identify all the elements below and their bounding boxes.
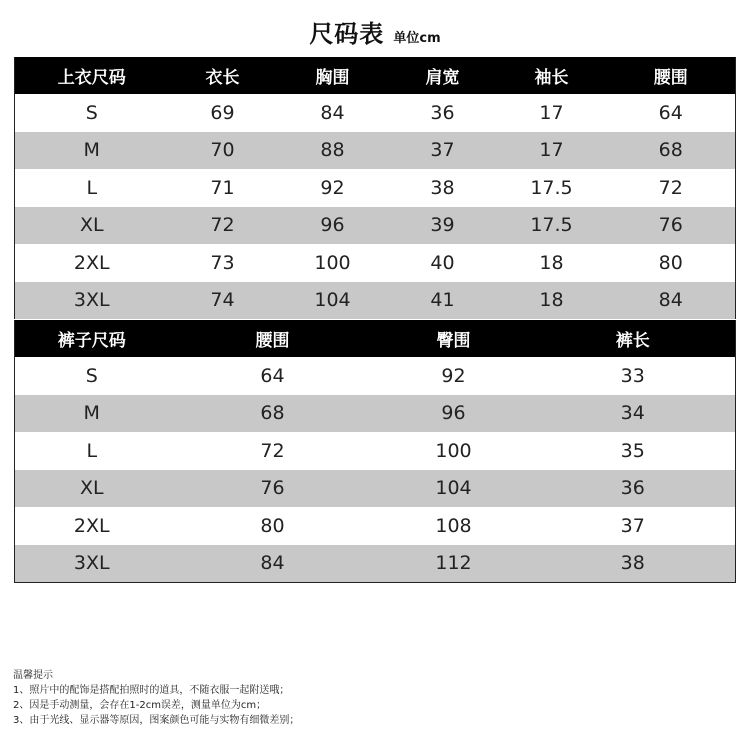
table-cell: 3XL — [15, 545, 169, 583]
table-cell: 2XL — [15, 507, 169, 545]
header-shoulder: 肩宽 — [389, 57, 497, 94]
table-cell: 76 — [607, 207, 736, 245]
table-cell: S — [15, 357, 169, 395]
table-cell: 34 — [531, 395, 736, 433]
table-cell: 100 — [377, 432, 531, 470]
table-cell: 92 — [377, 357, 531, 395]
table-cell: 96 — [377, 395, 531, 433]
table-cell: 39 — [389, 207, 497, 245]
table-cell: 88 — [277, 132, 389, 170]
table-cell: 80 — [607, 244, 736, 282]
table-cell: 18 — [497, 244, 607, 282]
table-cell: 37 — [531, 507, 736, 545]
table-cell: 69 — [169, 94, 277, 132]
table-cell: 96 — [277, 207, 389, 245]
header-waist: 腰围 — [607, 57, 736, 94]
pants-size-table — [14, 320, 736, 583]
table-cell: 36 — [531, 470, 736, 508]
table-cell: 64 — [169, 357, 377, 395]
title-area — [0, 14, 750, 49]
table-cell: 17 — [497, 94, 607, 132]
header-length: 衣长 — [169, 57, 277, 94]
table-row — [15, 432, 736, 470]
table-header-row — [15, 57, 736, 94]
page-title: 尺码表 — [309, 20, 385, 48]
table-cell: 104 — [277, 282, 389, 320]
table-cell: 2XL — [15, 244, 169, 282]
unit-label: 单位cm — [393, 31, 441, 46]
table-row — [15, 507, 736, 545]
notes-title: 温馨提示 — [13, 670, 53, 681]
header-pants-length: 裤长 — [531, 320, 736, 357]
table-cell: 71 — [169, 169, 277, 207]
table-row — [15, 470, 736, 508]
note-item: 2、因是手动测量，会存在1-2cm误差，测量单位为cm； — [13, 700, 267, 711]
table-cell: 70 — [169, 132, 277, 170]
table-cell: 84 — [277, 94, 389, 132]
table-cell: 104 — [377, 470, 531, 508]
table-cell: 72 — [169, 207, 277, 245]
table-cell: 112 — [377, 545, 531, 583]
table-cell: 33 — [531, 357, 736, 395]
table-cell: 73 — [169, 244, 277, 282]
table-cell: 17 — [497, 132, 607, 170]
header-hip: 臀围 — [377, 320, 531, 357]
table-cell: 18 — [497, 282, 607, 320]
table-row — [15, 132, 736, 170]
table-cell: 76 — [169, 470, 377, 508]
header-chest: 胸围 — [277, 57, 389, 94]
table-row — [15, 357, 736, 395]
notes-section — [13, 668, 299, 728]
table-cell: 64 — [607, 94, 736, 132]
table-cell: XL — [15, 207, 169, 245]
table-cell: 80 — [169, 507, 377, 545]
table-cell: M — [15, 395, 169, 433]
table-cell: M — [15, 132, 169, 170]
table-row — [15, 207, 736, 245]
table-cell: 38 — [389, 169, 497, 207]
table-cell: L — [15, 169, 169, 207]
table-cell: 74 — [169, 282, 277, 320]
top-size-table — [14, 57, 736, 319]
header-sleeve: 袖长 — [497, 57, 607, 94]
table-cell: 68 — [607, 132, 736, 170]
table-cell: 68 — [169, 395, 377, 433]
table-cell: 36 — [389, 94, 497, 132]
header-pants-size: 裤子尺码 — [15, 320, 169, 357]
table-cell: 35 — [531, 432, 736, 470]
header-waist: 腰围 — [169, 320, 377, 357]
note-item: 1、照片中的配饰是搭配拍照时的道具，不随衣服一起附送哦； — [13, 685, 290, 696]
table-cell: 17.5 — [497, 169, 607, 207]
header-top-size: 上衣尺码 — [15, 57, 169, 94]
table-cell: 84 — [607, 282, 736, 320]
table-row — [15, 282, 736, 320]
table-cell: 100 — [277, 244, 389, 282]
table-cell: 3XL — [15, 282, 169, 320]
table-row — [15, 94, 736, 132]
table-cell: S — [15, 94, 169, 132]
table-cell: 72 — [169, 432, 377, 470]
table-cell: 108 — [377, 507, 531, 545]
table-cell: 84 — [169, 545, 377, 583]
table-cell: 92 — [277, 169, 389, 207]
table-cell: 17.5 — [497, 207, 607, 245]
table-cell: L — [15, 432, 169, 470]
table-cell: XL — [15, 470, 169, 508]
table-row — [15, 395, 736, 433]
table-row — [15, 244, 736, 282]
table-cell: 37 — [389, 132, 497, 170]
table-cell: 72 — [607, 169, 736, 207]
table-header-row — [15, 320, 736, 357]
table-cell: 40 — [389, 244, 497, 282]
table-row — [15, 169, 736, 207]
table-cell: 41 — [389, 282, 497, 320]
note-item: 3、由于光线、显示器等原因，图案颜色可能与实物有细微差别； — [13, 715, 300, 726]
table-row — [15, 545, 736, 583]
table-cell: 38 — [531, 545, 736, 583]
